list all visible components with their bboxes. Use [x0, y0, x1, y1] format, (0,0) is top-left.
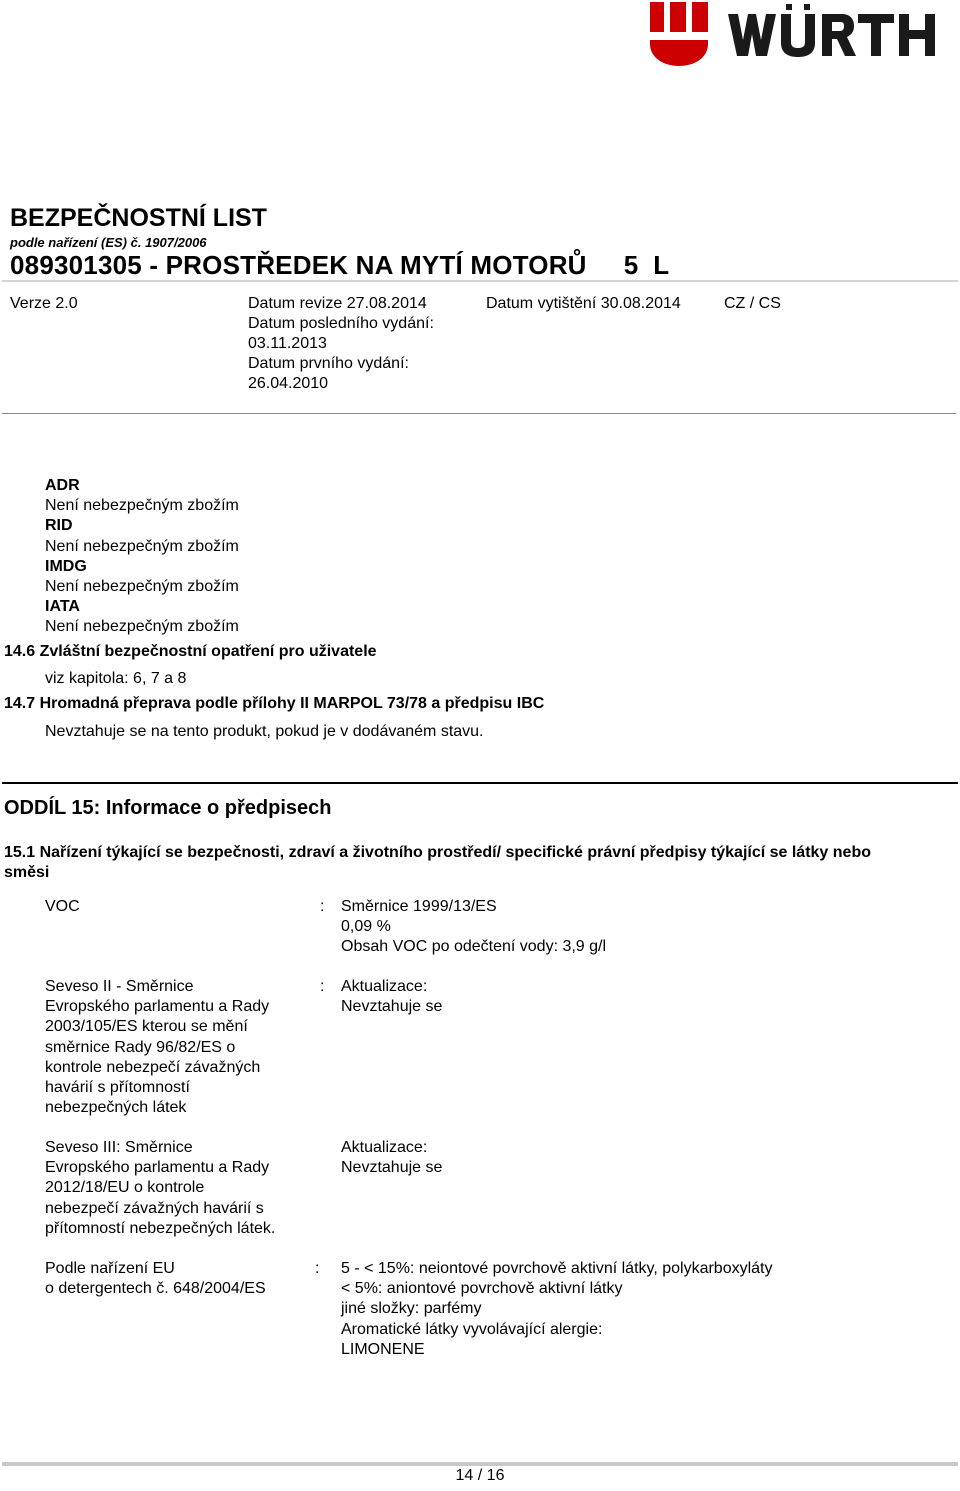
first-issue-date: 26.04.2010	[248, 375, 329, 392]
subsection-14-7-text: Nevztahuje se na tento produkt, pokud je v dodávaném stavu.	[45, 723, 484, 740]
wurth-wordmark	[728, 4, 935, 57]
locale: CZ / CS	[724, 295, 781, 312]
seveso-ii-label-line: Seveso II - Směrnice	[45, 978, 194, 995]
subsection-15-1-heading-line2: směsi	[4, 864, 50, 881]
voc-value-line: Obsah VOC po odečtení vody: 3,9 g/l	[341, 938, 607, 956]
header-divider	[2, 280, 958, 282]
seveso-ii-value	[341, 977, 442, 1017]
detergents-value	[341, 1259, 772, 1360]
seveso-iii-label-line: Evropského parlamentu a Rady	[45, 1159, 270, 1177]
wurth-logo	[648, 0, 960, 70]
footer-divider	[2, 1462, 958, 1466]
first-issue-label: Datum prvního vydání:	[248, 355, 409, 372]
seveso-ii-colon: :	[320, 978, 325, 995]
detergents-value-line: LIMONENE	[341, 1340, 425, 1358]
seveso-iii-label-line: 2012/18/EU o kontrole	[45, 1179, 205, 1197]
wurth-emblem-icon	[650, 2, 708, 66]
wurth-logo-graphic	[648, 0, 960, 70]
seveso-iii-label-line: nebezpečí závažných havárií s	[45, 1199, 264, 1217]
seveso-iii-label	[45, 1138, 275, 1239]
last-issue-label: Datum posledního vydání:	[248, 315, 434, 332]
seveso-iii-value	[341, 1138, 442, 1178]
subsection-14-7-heading: 14.7 Hromadná přeprava podle přílohy II MARPOL 73/78 a předpisu IBC	[4, 695, 545, 712]
revision-date: Datum revize 27.08.2014	[248, 295, 427, 312]
voc-value-line: 0,09 %	[341, 918, 391, 936]
detergents-value-line: jiné složky: parfémy	[341, 1300, 482, 1318]
detergents-value-line: < 5%: aniontové povrchově aktivní látky	[341, 1280, 623, 1298]
detergents-label-line: o detergentech č. 648/2004/ES	[45, 1280, 266, 1298]
imdg-label: IMDG	[45, 558, 87, 575]
seveso-ii-value-line: Nevztahuje se	[341, 998, 443, 1016]
rid-value: Není nebezpečným zbožím	[45, 538, 239, 555]
subsection-14-6-heading: 14.6 Zvláštní bezpečnostní opatření pro uživatele	[4, 643, 377, 660]
seveso-ii-label-line: Evropského parlamentu a Rady	[45, 998, 270, 1016]
seveso-ii-label-line: kontrole nebezpečí závažných	[45, 1058, 261, 1076]
voc-value	[341, 897, 606, 958]
voc-colon: :	[320, 898, 325, 915]
detergents-value-line: 5 - < 15%: neiontové povrchově aktivní látky, polykarboxyláty	[341, 1260, 773, 1277]
section-15-title: ODDÍL 15: Informace o předpisech	[4, 797, 332, 819]
detergents-label	[45, 1259, 266, 1299]
adr-label: ADR	[45, 477, 80, 494]
seveso-ii-label-line: směrnice Rady 96/82/ES o	[45, 1038, 236, 1056]
imdg-value: Není nebezpečným zbožím	[45, 578, 239, 595]
adr-value: Není nebezpečným zbožím	[45, 497, 239, 514]
seveso-ii-label	[45, 977, 269, 1118]
voc-value-line: Směrnice 1999/13/ES	[341, 898, 497, 915]
iata-value: Není nebezpečným zbožím	[45, 618, 239, 635]
seveso-ii-label-line: havárií s přítomností	[45, 1079, 190, 1097]
print-date: Datum vytištění 30.08.2014	[486, 295, 681, 312]
rid-label: RID	[45, 517, 73, 534]
page-number: 14 / 16	[455, 1467, 505, 1484]
seveso-ii-label-line: 2003/105/ES kterou se mění	[45, 1018, 248, 1036]
product-title: 089301305 - PROSTŘEDEK NA MYTÍ MOTORŮ 5 L	[10, 250, 670, 280]
seveso-ii-label-line: nebezpečných látek	[45, 1099, 187, 1117]
detergents-colon: :	[315, 1260, 320, 1277]
document-subtitle: podle nařízení (ES) č. 1907/2006	[10, 235, 207, 250]
seveso-ii-value-line: Aktualizace:	[341, 978, 428, 995]
iata-label: IATA	[45, 598, 80, 615]
seveso-iii-value-line: Nevztahuje se	[341, 1159, 443, 1177]
seveso-iii-label-line: Seveso III: Směrnice	[45, 1139, 193, 1156]
section-15-divider	[2, 782, 958, 784]
detergents-label-line: Podle nařízení EU	[45, 1260, 175, 1277]
subsection-15-1-heading-line1: 15.1 Nařízení týkající se bezpečnosti, zdraví a životního prostředí/ specifické právní předpisy týkající se látky nebo	[4, 844, 871, 861]
seveso-iii-value-line: Aktualizace:	[341, 1139, 428, 1156]
subsection-14-6-text: viz kapitola: 6, 7 a 8	[45, 670, 187, 687]
version: Verze 2.0	[10, 295, 78, 312]
seveso-iii-label-line: přítomností nebezpečných látek.	[45, 1219, 276, 1237]
document-title: BEZPEČNOSTNÍ LIST	[10, 204, 267, 232]
last-issue-date: 03.11.2013	[248, 335, 327, 352]
detergents-value-line: Aromatické látky vyvolávající alergie:	[341, 1320, 603, 1338]
voc-label: VOC	[45, 898, 80, 915]
meta-divider	[2, 413, 956, 414]
